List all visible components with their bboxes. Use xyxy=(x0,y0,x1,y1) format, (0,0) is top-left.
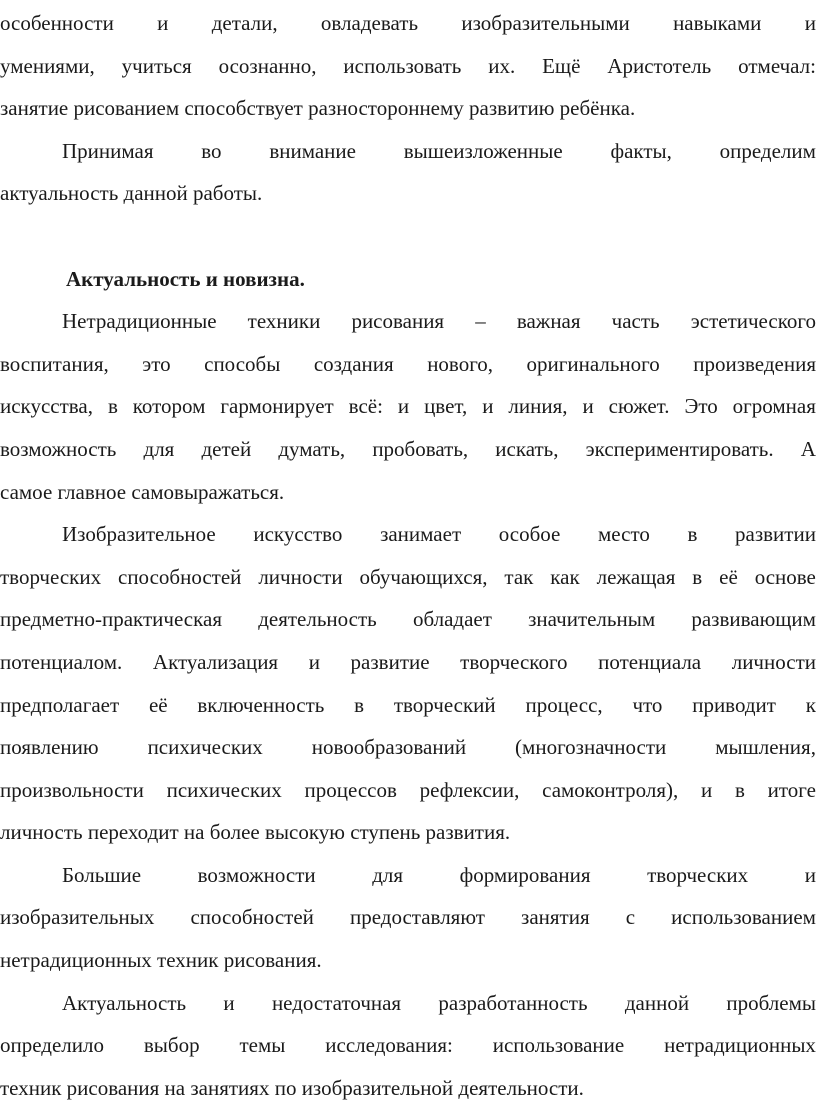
paragraph-line: потенциалом. Актуализация и развитие творческого потенциала личности xyxy=(0,649,816,674)
paragraph xyxy=(0,854,816,982)
paragraph-line: воспитания, это способы создания нового, оригинального произведения xyxy=(0,351,816,376)
paragraph-line: изобразительных способностей предоставляют занятия с использованием xyxy=(0,905,816,930)
section-heading: Актуальность и новизна. xyxy=(66,266,305,291)
paragraph-line: Принимая во внимание вышеизложенные факты, определим xyxy=(62,138,816,163)
paragraph-line: личность переходит на более высокую ступень развития. xyxy=(0,820,511,845)
paragraph-line: определило выбор темы исследования: использование нетрадиционных xyxy=(0,1033,816,1058)
paragraph xyxy=(0,300,816,513)
paragraph-line: творческих способностей личности обучающихся, так как лежащая в её основе xyxy=(0,564,816,589)
paragraph-line: Нетрадиционные техники рисования – важная часть эстетического xyxy=(62,309,816,334)
paragraph xyxy=(0,982,816,1109)
paragraph-line: техник рисования на занятиях по изобразительной деятельности. xyxy=(0,1075,584,1100)
paragraph-line: актуальность данной работы. xyxy=(0,181,263,206)
paragraph xyxy=(0,130,816,215)
paragraph-line: самое главное самовыражаться. xyxy=(0,479,285,504)
paragraph-line: произвольности психических процессов рефлексии, самоконтроля), и в итоге xyxy=(0,777,816,802)
paragraph-line: предполагает её включенность в творческий процесс, что приводит к xyxy=(0,692,816,717)
paragraph-line: появлению психических новообразований (многозначности мышления, xyxy=(0,735,816,760)
paragraph-line: возможность для детей думать, пробовать, искать, экспериментировать. А xyxy=(0,436,816,461)
paragraph xyxy=(0,513,816,854)
paragraph-line: Актуальность и недостаточная разработанность данной проблемы xyxy=(62,990,816,1015)
paragraph-line: Большие возможности для формирования творческих и xyxy=(62,862,816,887)
paragraph-line: Изобразительное искусство занимает особое место в развитии xyxy=(62,522,816,547)
paragraph-line: предметно-практическая деятельность обладает значительным развивающим xyxy=(0,607,816,632)
paragraph-line: умениями, учиться осознанно, использовать их. Ещё Аристотель отмечал: xyxy=(0,53,816,78)
paragraph xyxy=(0,2,816,130)
paragraph-line: занятие рисованием способствует разностороннему развитию ребёнка. xyxy=(0,96,636,121)
paragraph-line: нетрадиционных техник рисования. xyxy=(0,948,322,973)
paragraph-line: искусства, в котором гармонирует всё: и цвет, и линия, и сюжет. Это огромная xyxy=(0,394,816,419)
blank-line xyxy=(0,215,816,258)
paragraph-line: особенности и детали, овладевать изобразительными навыками и xyxy=(0,11,816,35)
